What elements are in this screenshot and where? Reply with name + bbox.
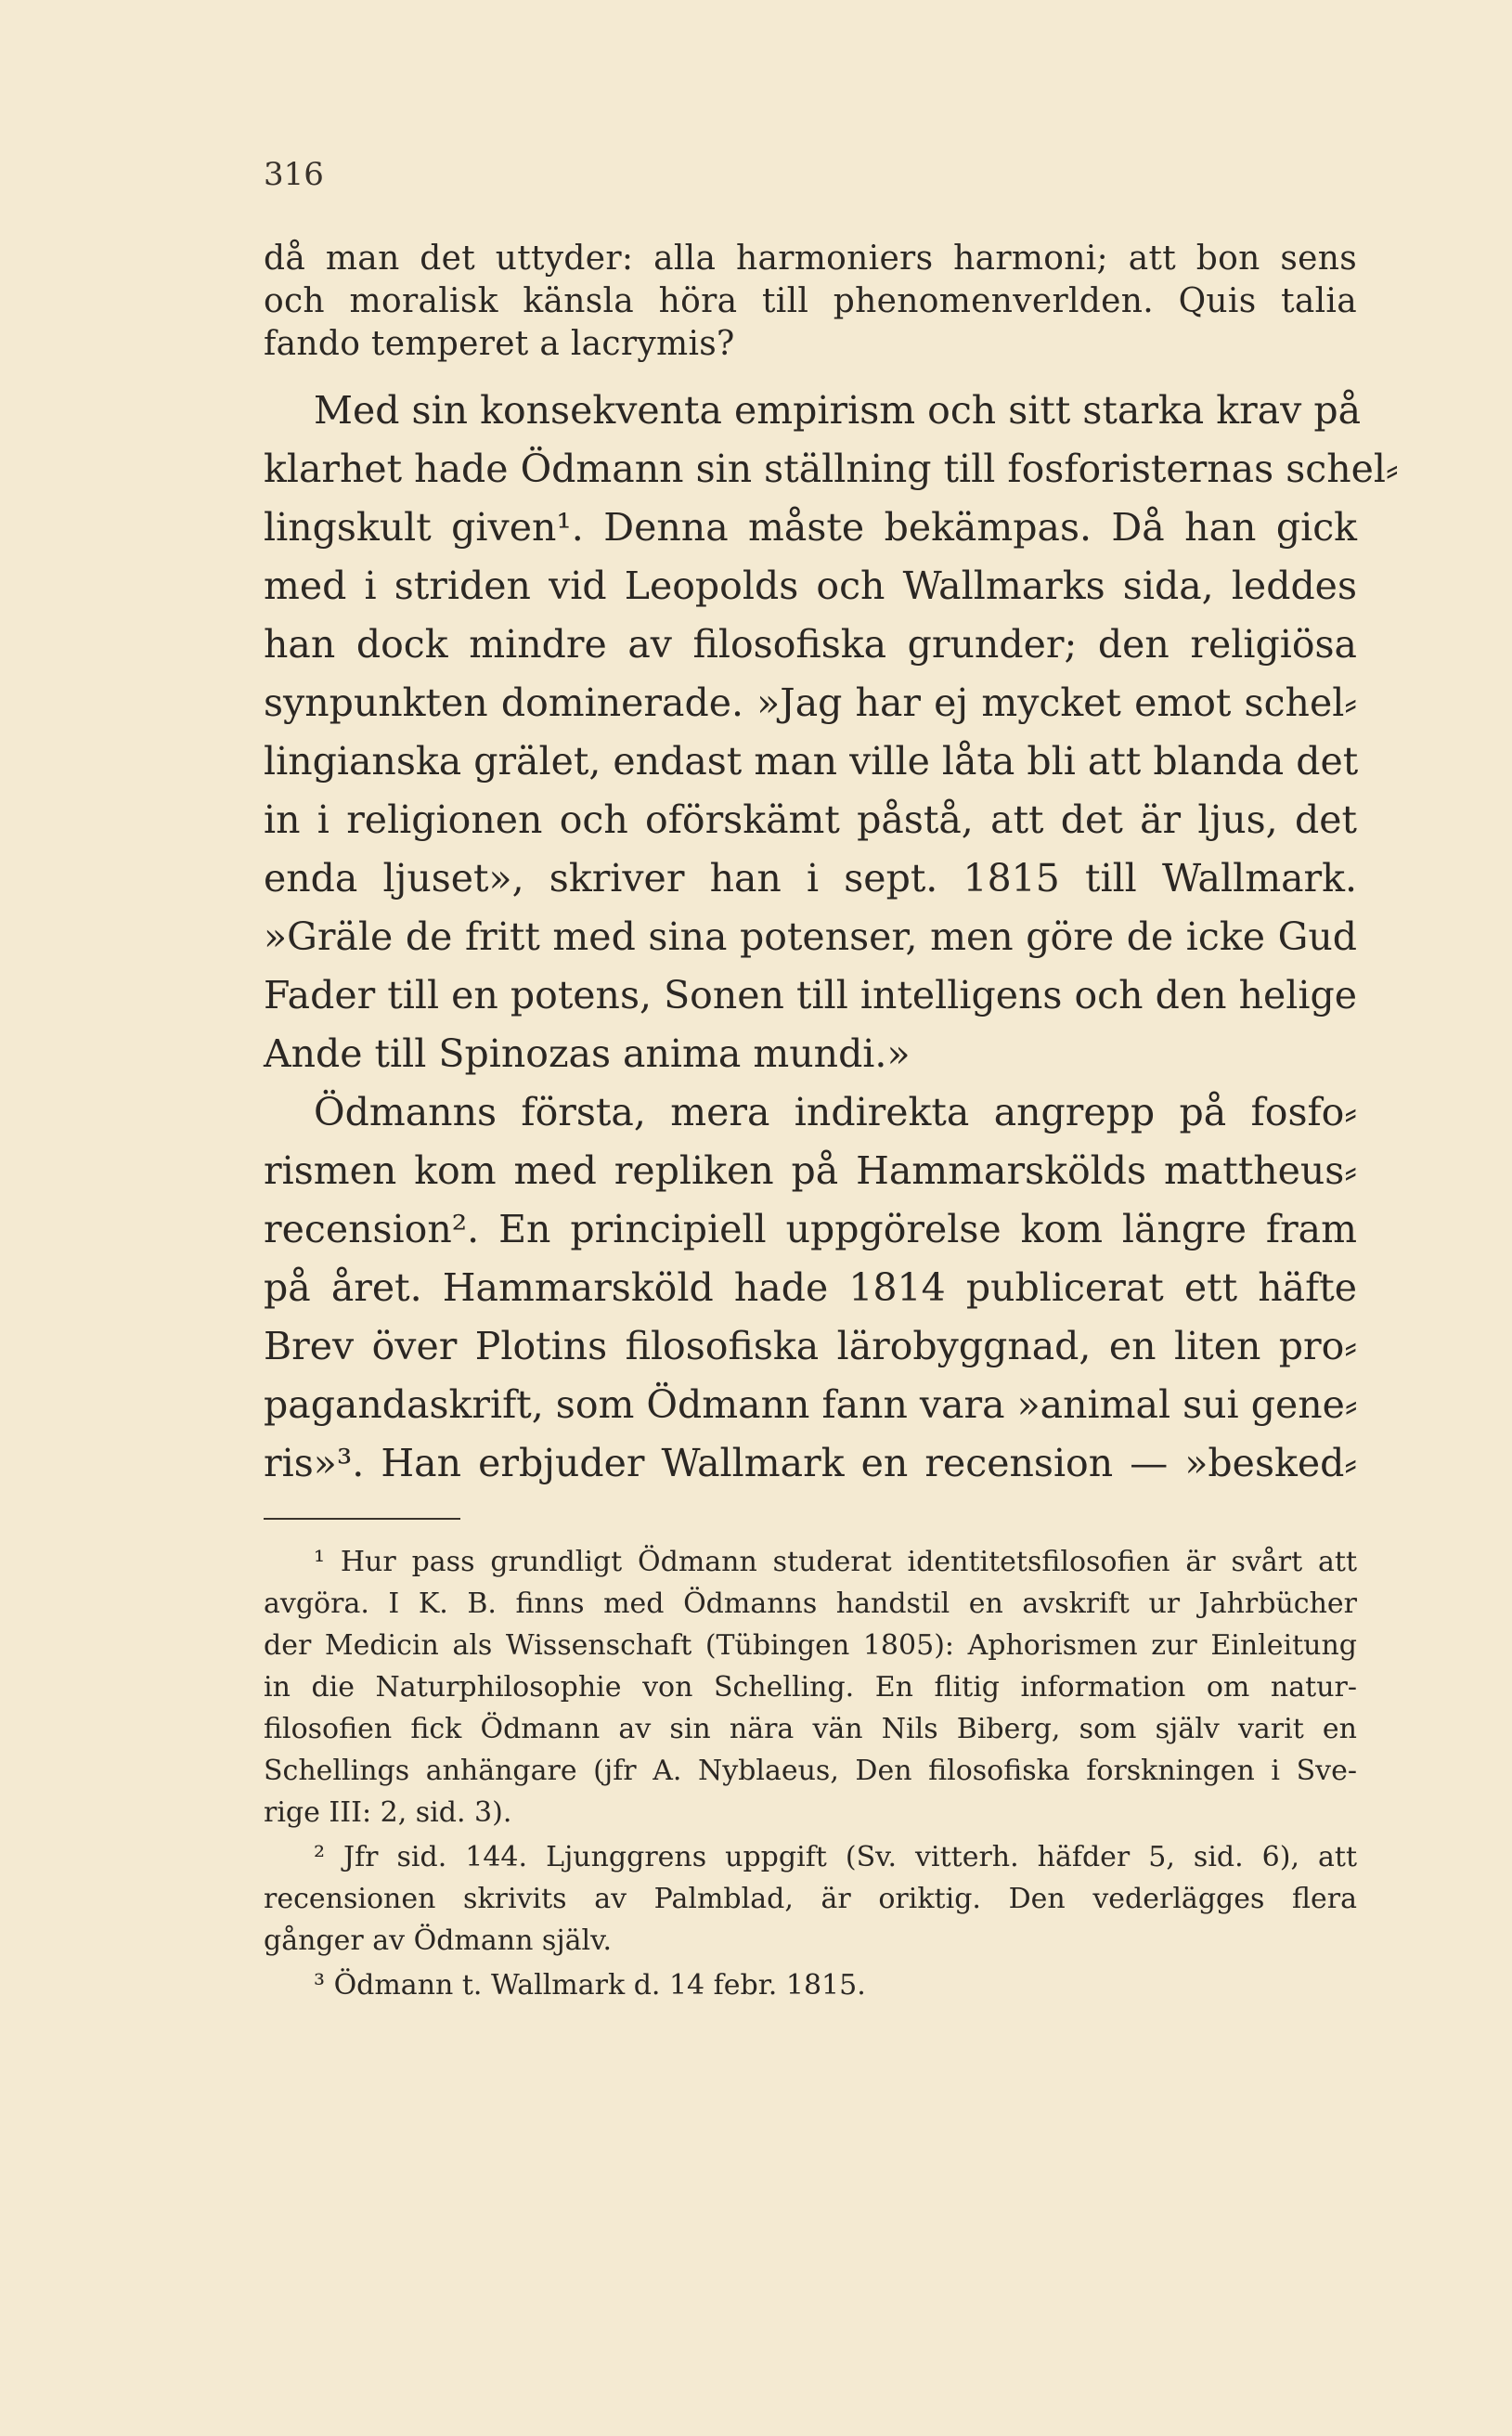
quote-line: fando temperet a lacrymis? xyxy=(264,325,735,363)
body-line: ris»³. Han erbjuder Wallmark en recension — »besked⸗ xyxy=(264,1441,1357,1485)
quote-line: då man det uttyder: alla harmoniers harmoni; att bon sens xyxy=(264,240,1357,278)
body-line: han dock mindre av filosofiska grunder; den religiösa xyxy=(264,622,1357,667)
body-line: på året. Hammarsköld hade 1814 publicerat ett häfte xyxy=(264,1265,1357,1310)
footnote-line: rige III: 2, sid. 3). xyxy=(264,1796,512,1829)
footnote-line: ¹ Hur pass grundligt Ödmann studerat identitetsfilosofien är svårt att xyxy=(314,1546,1357,1578)
footnote-line: recensionen skrivits av Palmblad, är oriktig. Den vederlägges flera xyxy=(264,1883,1357,1915)
footnote-line: ² Jfr sid. 144. Ljunggrens uppgift (Sv. vitterh. häfder 5, sid. 6), att xyxy=(314,1841,1357,1873)
body-line: Brev över Plotins filosofiska lärobyggnad, en liten pro⸗ xyxy=(264,1324,1357,1368)
body-line: rismen kom med repliken på Hammarskölds mattheus⸗ xyxy=(264,1148,1357,1193)
footnote-line: Schellings anhängare (jfr A. Nyblaeus, Den filosofiska forskningen i Sve- xyxy=(264,1755,1357,1787)
body-line: enda ljuset», skriver han i sept. 1815 till Wallmark. xyxy=(264,856,1357,901)
page-number: 316 xyxy=(264,156,324,193)
footnote-line: ³ Ödmann t. Wallmark d. 14 febr. 1815. xyxy=(314,1969,866,2002)
footnote-divider xyxy=(264,1518,460,1520)
body-line: recension². En principiell uppgörelse kom längre fram xyxy=(264,1207,1357,1251)
body-line: synpunkten dominerade. »Jag har ej mycket emot schel⸗ xyxy=(264,680,1357,725)
body-line: lingianska grälet, endast man ville låta bli att blanda det xyxy=(264,739,1359,784)
body-line: in i religionen och oförskämt påstå, att det är ljus, det xyxy=(264,797,1357,842)
body-line: lingskult given¹. Denna måste bekämpas. Då han gick xyxy=(264,505,1357,550)
quote-line: och moralisk känsla höra till phenomenverlden. Quis talia xyxy=(264,282,1357,320)
footnote-line: der Medicin als Wissenschaft (Tübingen 1805): Aphorismen zur Einleitung xyxy=(264,1629,1357,1662)
footnote-line: gånger av Ödmann själv. xyxy=(264,1924,613,1957)
body-line: med i striden vid Leopolds och Wallmarks sida, leddes xyxy=(264,564,1357,608)
body-line: Fader till en potens, Sonen till intelligens och den helige xyxy=(264,973,1357,1017)
footnote-line: avgöra. I K. B. finns med Ödmanns handstil en avskrift ur Jahrbücher xyxy=(264,1587,1357,1620)
body-line: Ande till Spinozas anima mundi.» xyxy=(264,1031,911,1076)
footnote-line: filosofien fick Ödmann av sin nära vän Nils Biberg, som själv varit en xyxy=(264,1713,1357,1745)
footnote-line: in die Naturphilosophie von Schelling. En flitig information om natur- xyxy=(264,1671,1357,1704)
body-line: »Gräle de fritt med sina potenser, men göre de icke Gud xyxy=(264,914,1357,959)
body-line: klarhet hade Ödmann sin ställning till fosforisternas schel⸗ xyxy=(264,447,1399,491)
body-line: Ödmanns första, mera indirekta angrepp på fosfo⸗ xyxy=(314,1090,1357,1134)
body-line: pagandaskrift, som Ödmann fann vara »animal sui gene⸗ xyxy=(264,1382,1358,1427)
body-line: Med sin konsekventa empirism och sitt starka krav på xyxy=(314,388,1362,433)
